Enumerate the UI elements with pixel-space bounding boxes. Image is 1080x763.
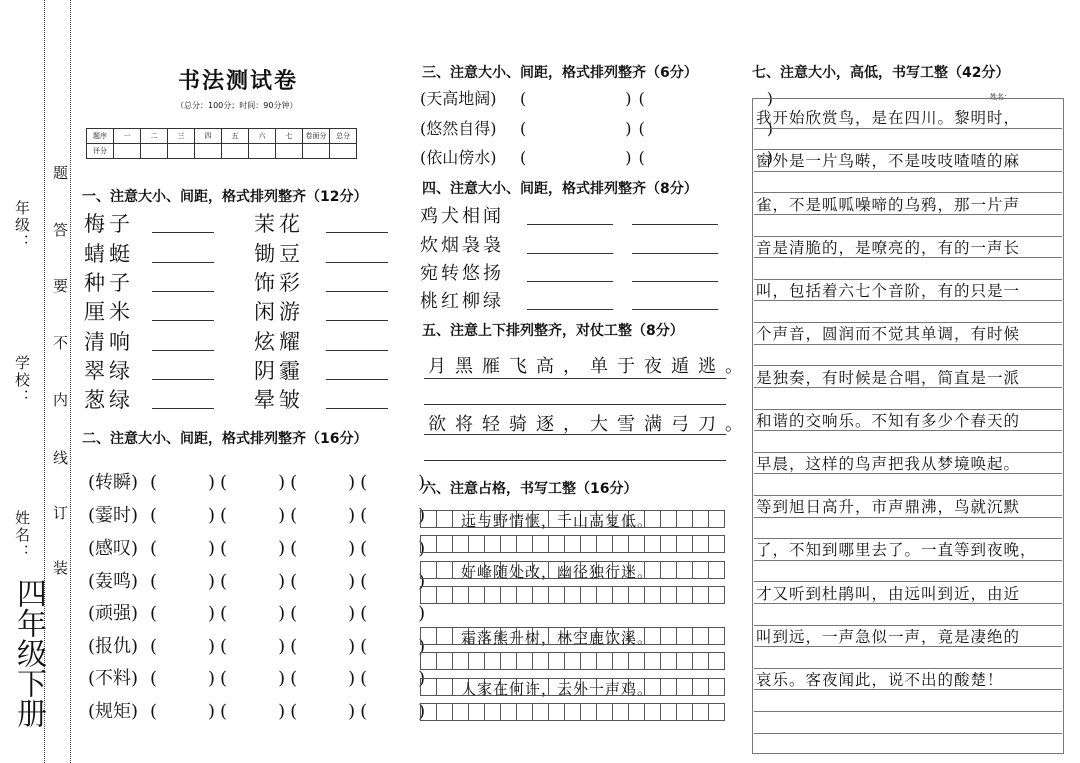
s1-left-word: 种子 [84,271,134,295]
school-label: 学校： [13,355,31,406]
s7-essay-line: 哀乐。客夜闻此，说不出的酸楚！ [756,671,1004,689]
s1-right-word: 锄豆 [254,242,304,266]
score-header: 四 [195,129,222,144]
s1-left-word: 梅子 [84,212,134,236]
section5-heading: 五、注意上下排列整齐，对仗工整（8分） [422,323,684,339]
s2-answer-parens[interactable]: ( )( )( )( ) [150,636,431,657]
s2-answer-parens[interactable]: ( )( )( )( ) [150,668,431,689]
s6-grid-row[interactable] [420,586,724,604]
score-header: 七 [276,129,303,144]
s2-answer-parens[interactable]: ( )( )( )( ) [150,603,431,624]
s1-right-word: 闲游 [254,300,304,324]
s7-essay-line: 雀，不是呱呱噪啼的乌鸦，那一片声 [756,196,1021,214]
s4-blank[interactable] [527,224,613,225]
s5-poem-line: 月黑雁飞高，单于夜遁逃。 [428,356,752,377]
s4-blank[interactable] [527,253,613,254]
score-header: 三 [168,129,195,144]
score-header: 六 [249,129,276,144]
s7-essay-line: 了，不知到哪里去了。一直等到夜晚， [756,541,1037,559]
section3-heading: 三、注意大小、间距，格式排列整齐（6分） [422,65,698,81]
s7-rule [754,344,1062,345]
grade-volume-title: 四年级下册 [11,578,46,728]
s4-item: 桃红柳绿 [420,291,504,312]
s2-answer-parens[interactable]: ( )( )( )( ) [150,571,431,592]
s1-blank[interactable] [326,232,388,233]
score-cell[interactable] [114,144,141,159]
s2-answer-parens[interactable]: ( )( )( )( ) [150,538,431,559]
s3-answer-parens[interactable]: ( )( ) [520,119,780,138]
s5-line[interactable] [424,404,726,405]
score-cell[interactable] [249,144,276,159]
s7-rule [754,171,1062,172]
score-cell[interactable] [276,144,303,159]
s1-blank[interactable] [152,350,214,351]
s7-essay-line: 个声音，圆润而不觉其单调，有时候 [756,325,1021,343]
s1-left-word: 翠绿 [84,359,134,383]
s2-item: (感叹) [88,538,139,559]
s7-essay-line: 叫到远，一声急似一声，竟是凄绝的 [756,628,1021,646]
seal-char: 内 [51,392,69,409]
seal-char: 不 [51,335,69,352]
s1-left-word: 葱绿 [84,388,134,412]
s2-answer-parens[interactable]: ( )( )( )( ) [150,505,431,526]
s7-essay-line: 早晨，这样的鸟声把我从梦境唤起。 [756,455,1021,473]
s1-blank[interactable] [326,350,388,351]
s7-essay-line: 我开始欣赏鸟，是在四川。黎明时， [756,109,1021,127]
s2-item: (规矩) [88,701,139,722]
s7-essay-line: 是独奏，有时候是合唱，简直是一派 [756,369,1021,387]
s1-blank[interactable] [152,320,214,321]
s4-blank[interactable] [632,224,718,225]
s7-rule [754,517,1062,518]
score-header: 二 [141,129,168,144]
s1-blank[interactable] [326,262,388,263]
s1-left-word: 清响 [84,330,134,354]
score-header: 总分 [330,129,357,144]
grade-label: 年级： [13,200,31,251]
s6-poem-line: 人家在何许，云外一声鸡。 [461,680,654,698]
s6-grid-row[interactable] [420,703,724,721]
s2-item: (报仇) [88,636,139,657]
s7-essay-line: 和谐的交响乐。不知有多少个春天的 [756,412,1021,430]
section1-heading: 一、注意大小、间距，格式排列整齐（12分） [82,189,368,205]
score-cell[interactable] [141,144,168,159]
s6-poem-line: 好峰随处改，幽径独行迷。 [461,563,654,581]
s4-blank[interactable] [632,253,718,254]
s1-blank[interactable] [326,320,388,321]
s3-answer-parens[interactable]: ( )( ) [520,148,780,167]
s4-blank[interactable] [632,281,718,282]
s1-blank[interactable] [326,291,388,292]
seal-char: 答 [51,222,69,239]
s1-right-word: 炫耀 [254,330,304,354]
s3-item: (天高地阔) [420,89,497,108]
score-cell[interactable] [303,144,330,159]
s4-item: 鸡犬相闻 [420,206,504,227]
s1-blank[interactable] [152,379,214,380]
s4-blank[interactable] [527,309,613,310]
s4-item: 炊烟袅袅 [420,235,504,256]
s3-answer-parens[interactable]: ( )( ) [520,89,780,108]
s3-item: (依山傍水) [420,148,497,167]
seal-char: 线 [51,450,69,467]
s1-right-word: 茉花 [254,212,304,236]
s3-item: (悠然自得) [420,119,497,138]
s4-blank[interactable] [632,309,718,310]
s7-rule [754,128,1062,129]
s5-line[interactable] [424,434,726,435]
s5-line[interactable] [424,460,726,461]
seal-char: 要 [51,278,69,295]
s7-name-label: 姓名： [990,93,1011,101]
name-label: 姓名： [13,510,31,561]
section7-heading: 七、注意大小，高低，书写工整（42分） [752,65,1010,81]
score-cell[interactable] [168,144,195,159]
section2-heading: 二、注意大小、间距，格式排列整齐（16分） [82,431,368,447]
s1-blank[interactable] [152,262,214,263]
s7-rule [754,733,1062,734]
s6-grid-row[interactable] [420,535,724,553]
s1-blank[interactable] [326,379,388,380]
s2-item: (轰鸣) [88,571,139,592]
s1-right-word: 阴霾 [254,359,304,383]
s1-blank[interactable] [152,232,214,233]
score-header: 卷面分 [303,129,330,144]
exam-subtitle: （总分：100分；时间：90分钟） [176,101,298,110]
s2-item: (霎时) [88,505,139,526]
s7-rule [754,711,1062,712]
s6-poem-line: 霜落熊升树，林空鹿饮溪。 [461,629,654,647]
score-header: 五 [222,129,249,144]
s1-right-word: 晕皱 [254,388,304,412]
s1-left-word: 厘米 [84,300,134,324]
s2-answer-parens[interactable]: ( )( )( )( ) [150,701,431,722]
score-table [86,128,357,159]
seal-char: 订 [51,505,69,522]
score-header: 一 [114,129,141,144]
score-cell[interactable] [195,144,222,159]
s7-essay-line: 叫，包括着六七个音阶，有的只是一 [756,282,1021,300]
seal-char: 题 [51,165,69,182]
section6-heading: 六、注意占格，书写工整（16分） [422,481,638,497]
s4-item: 宛转悠扬 [420,263,504,284]
s1-blank[interactable] [152,291,214,292]
s1-blank[interactable] [152,408,214,409]
section4-heading: 四、注意大小、间距，格式排列整齐（8分） [422,181,698,197]
s7-essay-line: 窗外是一片鸟啭，不是吱吱喳喳的麻 [756,152,1021,170]
s2-answer-parens[interactable]: ( )( )( )( ) [150,472,431,493]
score-cell[interactable] [222,144,249,159]
s7-essay-line: 才又听到杜鹃叫，由远叫到近，由近 [756,585,1021,603]
score-header: 题序 [87,129,114,144]
score-cell[interactable] [330,144,357,159]
score-row-label: 评分 [87,144,114,159]
s2-item: (转瞬) [88,472,139,493]
s7-essay-line: 音是清脆的，是嘹亮的，有的一声长 [756,239,1021,257]
s2-item: (顽强) [88,603,139,624]
s2-item: (不料) [88,668,139,689]
s5-line[interactable] [424,378,726,379]
binding-line-inner [70,0,71,763]
s6-grid-row[interactable] [420,652,724,670]
s7-rule [754,560,1062,561]
s6-poem-line: 远与野情惬，千山高复低。 [461,512,654,530]
seal-char: 装 [51,560,69,577]
exam-title: 书法测试卷 [178,68,299,94]
s5-poem-line: 欲将轻骑逐，大雪满弓刀。 [428,414,752,435]
s1-left-word: 蜻蜓 [84,242,134,266]
s1-blank[interactable] [326,408,388,409]
s1-right-word: 饰彩 [254,271,304,295]
s7-essay-line: 等到旭日高升，市声鼎沸，鸟就沉默 [756,498,1021,516]
s4-blank[interactable] [527,281,613,282]
